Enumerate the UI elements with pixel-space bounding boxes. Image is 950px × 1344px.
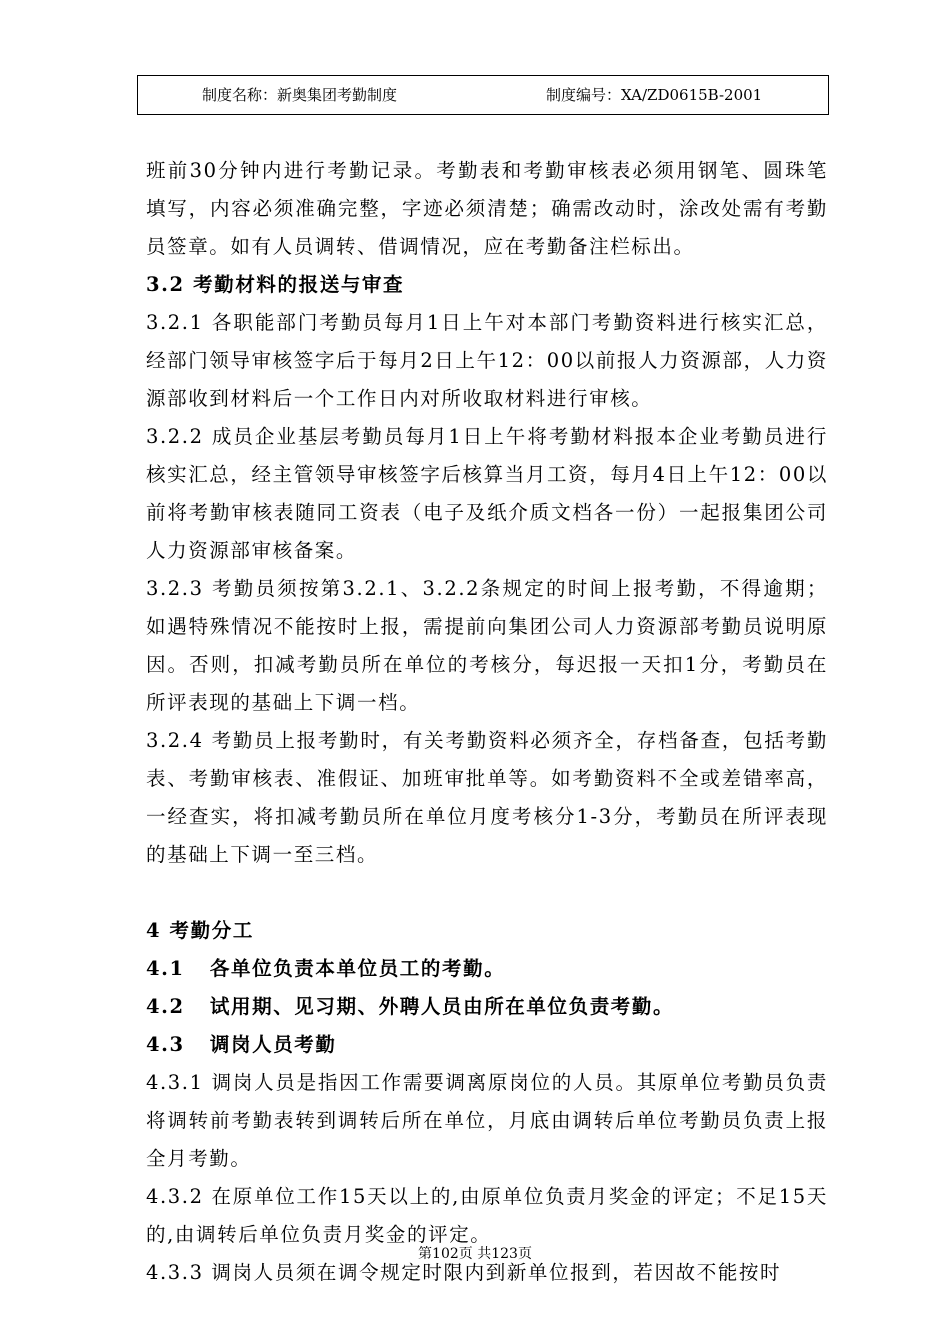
paragraph-4-3-2: 4.3.2 在原单位工作15天以上的,由原单位负责月奖金的评定；不足15天的,由调转后单位负责月奖金的评定。 [146,1185,828,1246]
paragraph-3-2-3: 3.2.3 考勤员须按第3.2.1、3.2.2条规定的时间上报考勤，不得逾期；如遇特殊情况不能按时上报，需提前向集团公司人力资源部考勤员说明原因。否则，扣减考勤员所在单位的考核分，每迟报一天扣1分，考勤员在所评表现的基础上下调一档。 [146,577,828,714]
regulation-code: 制度编号：XA/ZD0615B-2001 [546,86,763,104]
regulation-name: 制度名称：新奥集团考勤制度 [202,86,398,104]
heading-4-3 [146,1026,828,1064]
heading-4-1-number: 4.1 [146,957,185,980]
heading-4-3-text: 调岗人员考勤 [209,1033,337,1056]
heading-4-1 [146,950,828,988]
heading-4-2 [146,988,828,1026]
section-spacer [146,874,828,912]
paragraph-3-2-1: 3.2.1 各职能部门考勤员每月1日上午对本部门考勤资料进行核实汇总，经部门领导审核签字后于每月2日上午12：00以前报人力资源部，人力资源部收到材料后一个工作日内对所收取材料进行审核。 [146,311,828,410]
heading-4-1-text: 各单位负责本单位员工的考勤。 [209,957,506,980]
heading-4-2-text: 试用期、见习期、外聘人员由所在单位负责考勤。 [209,995,675,1018]
paragraph-intro: 班前30分钟内进行考勤记录。考勤表和考勤审核表必须用钢笔、圆珠笔填写，内容必须准确完整，字迹必须清楚；确需改动时，涂改处需有考勤员签章。如有人员调转、借调情况，应在考勤备注栏标出。 [146,159,828,258]
page-number: 第102页 共123页 [418,1246,532,1262]
document-body [146,152,828,1292]
heading-4-2-number: 4.2 [146,995,185,1018]
paragraph-4-3-3: 4.3.3 调岗人员须在调令规定时限内到新单位报到，若因故不能按时 [146,1261,782,1284]
paragraph-4-3-1: 4.3.1 调岗人员是指因工作需要调离原岗位的人员。其原单位考勤员负责将调转前考勤表转到调转后所在单位，月底由调转后单位考勤员负责上报全月考勤。 [146,1071,828,1170]
paragraph-3-2-2: 3.2.2 成员企业基层考勤员每月1日上午将考勤材料报本企业考勤员进行核实汇总，经主管领导审核签字后核算当月工资，每月4日上午12：00以前将考勤审核表随同工资表（电子及纸介质文档各一份）一起报集团公司人力资源部审核备案。 [146,425,828,562]
document-header [137,75,829,115]
paragraph-3-2-4: 3.2.4 考勤员上报考勤时，有关考勤资料必须齐全，存档备查，包括考勤表、考勤审核表、准假证、加班审批单等。如考勤资料不全或差错率高，一经查实，将扣减考勤员所在单位月度考核分1-3分，考勤员在所评表现的基础上下调一至三档。 [146,729,828,866]
heading-4: 4 考勤分工 [146,919,254,942]
heading-3-2: 3.2 考勤材料的报送与审查 [146,273,405,296]
heading-4-3-number: 4.3 [146,1033,185,1056]
